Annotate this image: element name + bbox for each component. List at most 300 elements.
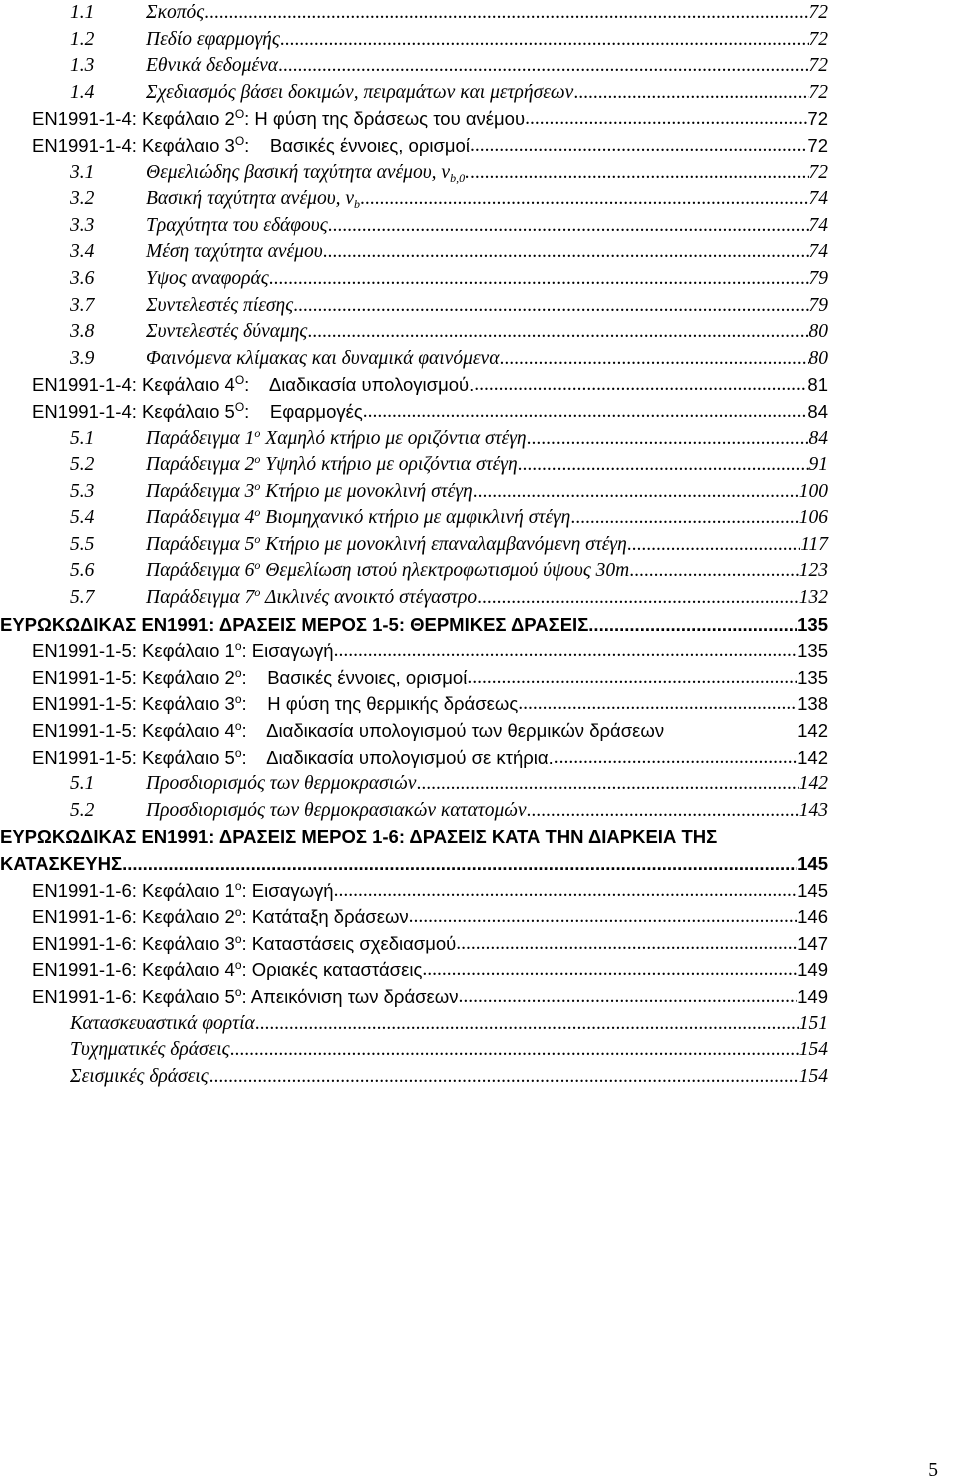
- toc-page-number: 79: [808, 267, 828, 289]
- toc-entry-subscript: b,0: [450, 170, 466, 185]
- toc-entry-number: 5.1: [70, 773, 95, 795]
- toc-entry-title-text: : Εφαρμογές: [244, 400, 363, 422]
- toc-entry-label: [32, 878, 334, 905]
- toc-page-number: 72: [808, 161, 828, 183]
- toc-dot-leader: [599, 612, 798, 639]
- toc-entry-title-rest: Υψηλό κτήριο με οριζόντια στέγη: [260, 454, 518, 476]
- toc-entry-label: [32, 904, 409, 931]
- toc-dot-leader: [470, 133, 807, 160]
- toc-entry-chapter: EN1991-1-5: Κεφάλαιο 1: [32, 640, 235, 662]
- toc-entry[interactable]: [0, 824, 960, 851]
- toc-entry[interactable]: [0, 984, 960, 1011]
- toc-entry-label: [32, 133, 470, 160]
- toc-dot-leader: [334, 878, 798, 905]
- toc-page-number: 74: [808, 241, 828, 263]
- toc-entry-title: [32, 931, 456, 958]
- toc-entry-number: 3.6: [70, 267, 95, 289]
- toc-entry-title: [32, 904, 409, 931]
- toc-page-number: 72: [808, 55, 828, 77]
- toc-entry-label: [0, 824, 717, 851]
- toc-entry-number: 3.1: [70, 161, 95, 183]
- toc-dot-leader: [527, 426, 809, 453]
- toc-entry-label: [70, 1037, 230, 1064]
- toc-entry-title: [146, 27, 280, 54]
- toc-dot-leader: [525, 106, 807, 133]
- toc-entry-title: Σεισμικές δράσεις: [70, 1065, 209, 1087]
- toc-entry-title-text: : Απεικόνιση των δράσεων: [241, 985, 459, 1007]
- toc-entry-title-text: Παράδειγμα 1: [146, 427, 255, 449]
- toc-entry-title: [32, 133, 470, 160]
- toc-dot-leader: [477, 585, 799, 612]
- toc-entry-label: [32, 931, 456, 958]
- toc-entry-superscript: ο: [254, 478, 261, 493]
- toc-entry-title: Τυχηματικές δράσεις: [70, 1039, 230, 1061]
- toc-entry-superscript: ο: [234, 639, 242, 654]
- toc-entry-title-text: Παράδειγμα 7: [146, 587, 255, 609]
- toc-dot-leader: [209, 1064, 799, 1091]
- toc-entry-title: [32, 718, 664, 745]
- toc-entry-superscript: ο: [254, 558, 261, 573]
- toc-entry-title: [146, 452, 518, 479]
- toc-dot-leader: [518, 452, 809, 479]
- toc-heading: ΚΑΤΑΣΚΕΥΗΣ: [0, 853, 123, 874]
- toc-entry-chapter: EN1991-1-5: Κεφάλαιο 5: [32, 746, 235, 768]
- toc-entry-title-text: Παράδειγμα 5: [146, 533, 255, 555]
- toc-entry-title: [32, 372, 474, 399]
- toc-entry-chapter: EN1991-1-6: Κεφάλαιο 5: [32, 985, 235, 1007]
- toc-page-number: 149: [797, 985, 828, 1007]
- toc-entry-title: [32, 106, 525, 133]
- toc-entry[interactable]: [0, 213, 960, 240]
- toc-entry-title-text: : Βασικές έννοιες, ορισμοί: [241, 666, 468, 688]
- toc-dot-leader: [334, 638, 798, 665]
- toc-entry-label: [70, 213, 328, 240]
- toc-entry-label: [32, 745, 554, 772]
- toc-dot-leader: [629, 558, 799, 585]
- toc-entry-superscript: ο: [254, 505, 261, 520]
- toc-entry-title-rest: Βιομηχανικό κτήριο με αμφικλινή στέγη: [260, 507, 571, 529]
- toc-entry[interactable]: [0, 399, 960, 426]
- toc-entry-title-text: Θεμελιώδης βασική ταχύτητα ανέμου, v: [146, 161, 451, 183]
- toc-dot-leader: [409, 904, 797, 931]
- toc-entry-title: [146, 505, 570, 532]
- toc-entry-superscript: ο: [254, 425, 261, 440]
- toc-page-number: 145: [797, 879, 828, 901]
- toc-page-number: 135: [797, 613, 828, 635]
- toc-entry-title-text: : Οριακές καταστάσεις: [241, 959, 423, 981]
- toc-entry-title-text: : Διαδικασία υπολογισμού των θερμικών δράσεων: [241, 720, 665, 742]
- toc-dot-leader: [122, 851, 797, 878]
- toc-entry[interactable]: [0, 319, 960, 346]
- toc-page-number: 117: [800, 533, 828, 555]
- toc-dot-leader: [627, 532, 800, 559]
- toc-entry-title-text: : Καταστάσεις σχεδιασμού: [241, 932, 457, 954]
- toc-entry-label: [70, 532, 627, 559]
- toc-entry-label: [32, 106, 525, 133]
- toc-page-number: 74: [808, 214, 828, 236]
- toc-entry-chapter: EN1991-1-4: Κεφάλαιο 5: [32, 400, 235, 422]
- toc-entry[interactable]: [0, 80, 960, 107]
- toc-dot-leader: [363, 399, 808, 426]
- page-number: 5: [928, 1460, 938, 1481]
- toc-entry-number: 5.5: [70, 533, 95, 555]
- toc-dot-leader: [230, 1037, 799, 1064]
- toc-dot-leader: [422, 957, 797, 984]
- toc-entry-title: [146, 0, 204, 27]
- toc-dot-leader: [459, 984, 798, 1011]
- toc-entry-number: 3.7: [70, 294, 95, 316]
- toc-entry-label: [70, 798, 527, 825]
- toc-dot-leader: [360, 186, 808, 213]
- toc-entry-label: [70, 160, 470, 187]
- toc-entry-number: 5.3: [70, 480, 95, 502]
- toc-entry[interactable]: [0, 878, 960, 905]
- toc-dot-leader: [278, 53, 809, 80]
- toc-entry-label: [70, 426, 527, 453]
- toc-dot-leader: [499, 346, 808, 373]
- toc-entry-label: [70, 319, 307, 346]
- toc-page-number: 135: [797, 640, 828, 662]
- toc-page-number: 143: [798, 799, 828, 821]
- toc-entry-subscript: b: [354, 197, 361, 212]
- toc-entry-number: 5.6: [70, 560, 95, 582]
- toc-entry[interactable]: [0, 452, 960, 479]
- toc-entry-title-text: : Εισαγωγή: [241, 640, 334, 662]
- toc-entry-title: [32, 665, 467, 692]
- toc-entry-title-text: : Εισαγωγή: [241, 879, 334, 901]
- toc-entry-superscript: ο: [234, 719, 242, 734]
- toc-dot-leader: [255, 1011, 799, 1038]
- toc-entry-title-text: Βασική ταχύτητα ανέμου, v: [146, 188, 355, 210]
- toc-entry-label: [70, 1064, 209, 1091]
- toc-entry[interactable]: [0, 1037, 960, 1064]
- toc-entry-label: [32, 984, 459, 1011]
- toc-entry-title: [146, 771, 416, 798]
- toc-entry-number: 5.4: [70, 507, 95, 529]
- toc-entry[interactable]: [0, 372, 960, 399]
- toc-entry-label: [32, 665, 467, 692]
- toc-entry-title-text: Συντελεστές δύναμης: [146, 321, 308, 343]
- toc-entry-superscript: Ο: [234, 373, 245, 388]
- toc-dot-leader: [554, 745, 797, 772]
- toc-entry-title: [32, 878, 334, 905]
- toc-page-number: 142: [797, 746, 828, 768]
- toc-dot-leader: [573, 80, 808, 107]
- toc-entry-chapter: EN1991-1-6: Κεφάλαιο 1: [32, 879, 235, 901]
- toc-entry-title-rest: Θεμελίωση ιστού ηλεκτροφωτισμού ύψους 30m: [260, 560, 630, 582]
- toc-entry-title-text: Μέση ταχύτητα ανέμου: [146, 241, 323, 263]
- toc-entry-title-text: Παράδειγμα 2: [146, 454, 255, 476]
- toc-dot-leader: [527, 798, 799, 825]
- toc-entry[interactable]: [0, 106, 960, 133]
- toc-entry-label: [70, 558, 629, 585]
- toc-page-number: 72: [808, 2, 828, 23]
- toc-entry-label: [32, 957, 422, 984]
- toc-entry-title-text: Παράδειγμα 3: [146, 480, 255, 502]
- toc-entry-superscript: Ο: [234, 133, 245, 148]
- toc-entry-label: [32, 638, 334, 665]
- toc-dot-leader: [269, 266, 809, 293]
- toc-heading: ΕΥΡΩΚΩΔΙΚΑΣ ΕΝ1991: ΔΡΑΣΕΙΣ ΜΕΡΟΣ 1-6: ΔΡΑΣΕΙΣ ΚΑΤΑ ΤΗΝ ΔΙΑΡΚΕΙΑ ΤΗΣ: [0, 826, 718, 848]
- toc-dot-leader: [328, 213, 809, 240]
- toc-page-number: 132: [798, 587, 828, 609]
- toc-entry-title: [32, 957, 422, 984]
- toc-entry-superscript: Ο: [234, 399, 245, 414]
- toc-entry-number: 1.2: [70, 28, 95, 50]
- toc-dot-leader: [280, 27, 809, 54]
- toc-page-number: 154: [798, 1065, 828, 1087]
- toc-entry[interactable]: [0, 771, 960, 798]
- toc-entry-number: 5.2: [70, 454, 95, 476]
- toc-entry[interactable]: [0, 638, 960, 665]
- toc-dot-leader: [474, 372, 807, 399]
- toc-page-number: 84: [808, 427, 828, 449]
- toc-entry-title: [146, 213, 328, 240]
- toc-page-number: 100: [798, 480, 828, 502]
- toc-entry-label: [32, 399, 363, 426]
- toc-entry-chapter: EN1991-1-5: Κεφάλαιο 2: [32, 666, 235, 688]
- toc-dot-leader: [456, 931, 797, 958]
- toc-entry-title-text: Σκοπός: [146, 2, 205, 23]
- toc-entry-superscript: ο: [234, 692, 242, 707]
- toc-entry-superscript: ο: [254, 585, 261, 600]
- toc-entry-label: [70, 266, 269, 293]
- toc-entry-title-rest: Δικλινές ανοικτό στέγαστρο: [260, 587, 478, 609]
- toc-entry[interactable]: [0, 266, 960, 293]
- toc-entry-chapter: EN1991-1-6: Κεφάλαιο 4: [32, 959, 235, 981]
- toc-entry-label: [70, 239, 323, 266]
- toc-entry-label: [70, 452, 518, 479]
- toc-entry-chapter: EN1991-1-6: Κεφάλαιο 2: [32, 906, 235, 928]
- toc-entry-label: [70, 1011, 255, 1038]
- toc-page-number: 72: [807, 108, 828, 130]
- toc-entry-title-text: Πεδίο εφαρμογής: [146, 28, 280, 50]
- toc-entry-chapter: EN1991-1-5: Κεφάλαιο 4: [32, 720, 235, 742]
- toc-entry[interactable]: [0, 904, 960, 931]
- toc-page-number: 146: [797, 906, 828, 928]
- toc-entry[interactable]: [0, 0, 960, 27]
- toc-entry-number: 5.1: [70, 427, 95, 449]
- toc-entry-number: 5.7: [70, 587, 95, 609]
- toc-entry-chapter: EN1991-1-5: Κεφάλαιο 3: [32, 693, 235, 715]
- toc-entry[interactable]: [0, 931, 960, 958]
- toc-dot-leader: [473, 479, 799, 506]
- toc-entry-label: [32, 691, 518, 718]
- toc-entry-title: [32, 638, 334, 665]
- toc-entry-label: [0, 612, 599, 639]
- toc-entry-number: 1.4: [70, 81, 95, 103]
- toc-entry-title-text: Φαινόμενα κλίμακας και δυναμικά φαινόμενα: [146, 347, 500, 369]
- toc-dot-leader: [467, 665, 797, 692]
- toc-entry[interactable]: [0, 665, 960, 692]
- toc-entry-title: [146, 80, 573, 107]
- toc-entry-title: Κατασκευαστικά φορτία: [70, 1012, 255, 1034]
- toc-page-number: 142: [798, 773, 828, 795]
- toc-entry[interactable]: [0, 53, 960, 80]
- toc-entry-title: [32, 691, 518, 718]
- toc-entry[interactable]: [0, 718, 960, 745]
- toc-entry[interactable]: [0, 27, 960, 54]
- toc-entry[interactable]: [0, 585, 960, 612]
- toc-page-number: 142: [797, 720, 828, 742]
- toc-entry-title: [146, 532, 627, 559]
- toc-entry-title: [146, 319, 307, 346]
- toc-entry-label: [70, 27, 280, 54]
- toc-entry-label: [70, 53, 278, 80]
- toc-entry-label: [70, 0, 204, 27]
- toc-entry-chapter: EN1991-1-4: Κεφάλαιο 3: [32, 134, 235, 156]
- toc-entry-superscript: ο: [234, 878, 242, 893]
- toc-entry-title-text: Σχεδιασμός βάσει δοκιμών, πειραμάτων και μετρήσεων: [146, 81, 574, 103]
- toc-entry-title: [146, 585, 477, 612]
- toc-entry-chapter: EN1991-1-4: Κεφάλαιο 4: [32, 374, 235, 396]
- toc-entry-title-text: Υψος αναφοράς: [146, 267, 269, 289]
- toc-entry[interactable]: [0, 505, 960, 532]
- toc-entry-title-text: Τραχύτητα του εδάφους: [146, 214, 328, 236]
- toc-page-number: 91: [808, 454, 828, 476]
- toc-page-number: 135: [797, 666, 828, 688]
- toc-entry-label: [70, 505, 570, 532]
- toc-dot-leader: [470, 160, 809, 187]
- toc-entry-title: [146, 293, 293, 320]
- toc-entry[interactable]: [0, 239, 960, 266]
- toc-entry[interactable]: [0, 1011, 960, 1038]
- toc-entry-superscript: ο: [234, 984, 242, 999]
- toc-page-number: 151: [798, 1012, 828, 1034]
- toc-entry[interactable]: [0, 1064, 960, 1091]
- toc-entry-label: [32, 372, 474, 399]
- toc-entry-superscript: ο: [234, 931, 242, 946]
- toc-entry-label: [70, 479, 473, 506]
- toc-dot-leader: [307, 319, 808, 346]
- toc-entry-title-text: Προσδιορισμός των θερμοκρασιών: [146, 773, 417, 795]
- toc-entry-title-text: Παράδειγμα 4: [146, 507, 255, 529]
- toc-page-number: 72: [807, 134, 828, 156]
- toc-entry-superscript: ο: [234, 745, 242, 760]
- toc-entry-title: [32, 984, 459, 1011]
- toc-entry-label: [70, 585, 477, 612]
- toc-page-number: 147: [797, 932, 828, 954]
- toc-page-number: 123: [798, 560, 828, 582]
- toc-entry-label: [32, 718, 664, 745]
- toc-entry-title-text: : Κατάταξη δράσεων: [241, 906, 409, 928]
- toc-entry-label: [70, 186, 360, 213]
- toc-entry[interactable]: [0, 798, 960, 825]
- toc-entry-title: [146, 346, 499, 373]
- toc-entry-number: 3.8: [70, 321, 95, 343]
- toc-heading: ΕΥΡΩΚΩΔΙΚΑΣ ΕΝ1991: ΔΡΑΣΕΙΣ ΜΕΡΟΣ 1-5: ΘΕΡΜΙΚΕΣ ΔΡΑΣΕΙΣ..: [0, 613, 599, 635]
- toc-entry-label: [0, 851, 122, 878]
- toc-entry[interactable]: [0, 691, 960, 718]
- toc-entry-number: 3.3: [70, 214, 95, 236]
- toc-entry[interactable]: [0, 346, 960, 373]
- toc-entry-title-text: Παράδειγμα 6: [146, 560, 255, 582]
- toc-entry-number: 3.2: [70, 188, 95, 210]
- toc-entry[interactable]: [0, 293, 960, 320]
- toc-entry[interactable]: [0, 160, 960, 187]
- toc-entry-title: [146, 186, 360, 213]
- toc-entry-title: [32, 745, 554, 772]
- toc-entry-number: 1.1: [70, 2, 95, 23]
- toc-entry-superscript: ο: [234, 958, 242, 973]
- toc-entry[interactable]: [0, 186, 960, 213]
- toc-entry-chapter: EN1991-1-6: Κεφάλαιο 3: [32, 932, 235, 954]
- toc-page-number: 80: [808, 347, 828, 369]
- toc-entry-superscript: ο: [234, 905, 242, 920]
- toc-entry-label: [70, 80, 573, 107]
- toc-entry-superscript: ο: [234, 665, 242, 680]
- toc-entry-chapter: EN1991-1-4: Κεφάλαιο 2: [32, 108, 235, 130]
- toc-page-number: 138: [797, 693, 828, 715]
- toc-dot-leader: [570, 505, 798, 532]
- toc-page-number: 72: [808, 81, 828, 103]
- toc-entry[interactable]: [0, 426, 960, 453]
- toc-page-number: 79: [808, 294, 828, 316]
- toc-entry-label: [70, 771, 416, 798]
- toc-entry-number: 3.9: [70, 347, 95, 369]
- toc-entry[interactable]: [0, 851, 960, 878]
- toc-entry-superscript: ο: [254, 531, 261, 546]
- toc-page-number: 154: [798, 1039, 828, 1061]
- toc-entry[interactable]: [0, 558, 960, 585]
- toc-dot-leader: [204, 0, 808, 27]
- toc-entry-superscript: ο: [254, 452, 261, 467]
- toc-entry-title-text: : Η φύση της δράσεως του ανέμου: [244, 108, 526, 130]
- toc-page-number: 84: [807, 400, 828, 422]
- toc-entry-title-text: : Διαδικασία υπολογισμού σε κτήρια.: [241, 746, 554, 768]
- toc-entry-title-rest: Κτήριο με μονοκλινή στέγη: [260, 480, 473, 502]
- toc-entry-title-rest: Χαμηλό κτήριο με οριζόντια στέγη: [260, 427, 527, 449]
- toc-entry-title: [146, 160, 470, 187]
- toc-page-number: 106: [798, 507, 828, 529]
- toc-entry[interactable]: [0, 479, 960, 506]
- toc-entry-label: [70, 346, 499, 373]
- toc-entry-title: [146, 479, 473, 506]
- toc-entry-label: [70, 293, 293, 320]
- toc-entry-title: [146, 53, 278, 80]
- toc-entry-title-rest: Κτήριο με μονοκλινή επαναλαμβανόμενη στέγη: [260, 533, 627, 555]
- toc-dot-leader: [518, 691, 797, 718]
- toc-entry-title-text: : Διαδικασία υπολογισμού.: [244, 374, 475, 396]
- toc-entry-number: 3.4: [70, 241, 95, 263]
- toc-entry-title: [146, 239, 323, 266]
- toc-page-number: 81: [807, 374, 828, 396]
- toc-entry-number: 1.3: [70, 55, 95, 77]
- toc-entry[interactable]: [0, 133, 960, 160]
- toc-entry-superscript: Ο: [234, 107, 245, 122]
- toc-page-number: 80: [808, 321, 828, 343]
- toc-page-number: 145: [797, 853, 828, 874]
- toc-entry-title-text: : Βασικές έννοιες, ορισμοί: [244, 134, 470, 156]
- toc-entry-title: [146, 266, 269, 293]
- toc-entry[interactable]: [0, 532, 960, 559]
- toc-page-number: 72: [808, 28, 828, 50]
- toc-dot-leader: [293, 293, 808, 320]
- toc-entry-title: [146, 798, 527, 825]
- toc-entry-title-text: Προσδιορισμός των θερμοκρασιακών κατατομών: [146, 799, 527, 821]
- toc-entry[interactable]: [0, 957, 960, 984]
- toc-entry-title-rest: .: [465, 161, 470, 183]
- toc-entry-title: [32, 399, 363, 426]
- toc-entry[interactable]: [0, 745, 960, 772]
- toc-entry[interactable]: [0, 612, 960, 639]
- toc-dot-leader: [323, 239, 809, 266]
- toc-page-number: 149: [797, 959, 828, 981]
- toc-page-number: 74: [808, 188, 828, 210]
- toc-entry-number: 5.2: [70, 799, 95, 821]
- toc-entry-title-text: Συντελεστές πίεσης: [146, 294, 294, 316]
- toc-entry-title: [146, 558, 629, 585]
